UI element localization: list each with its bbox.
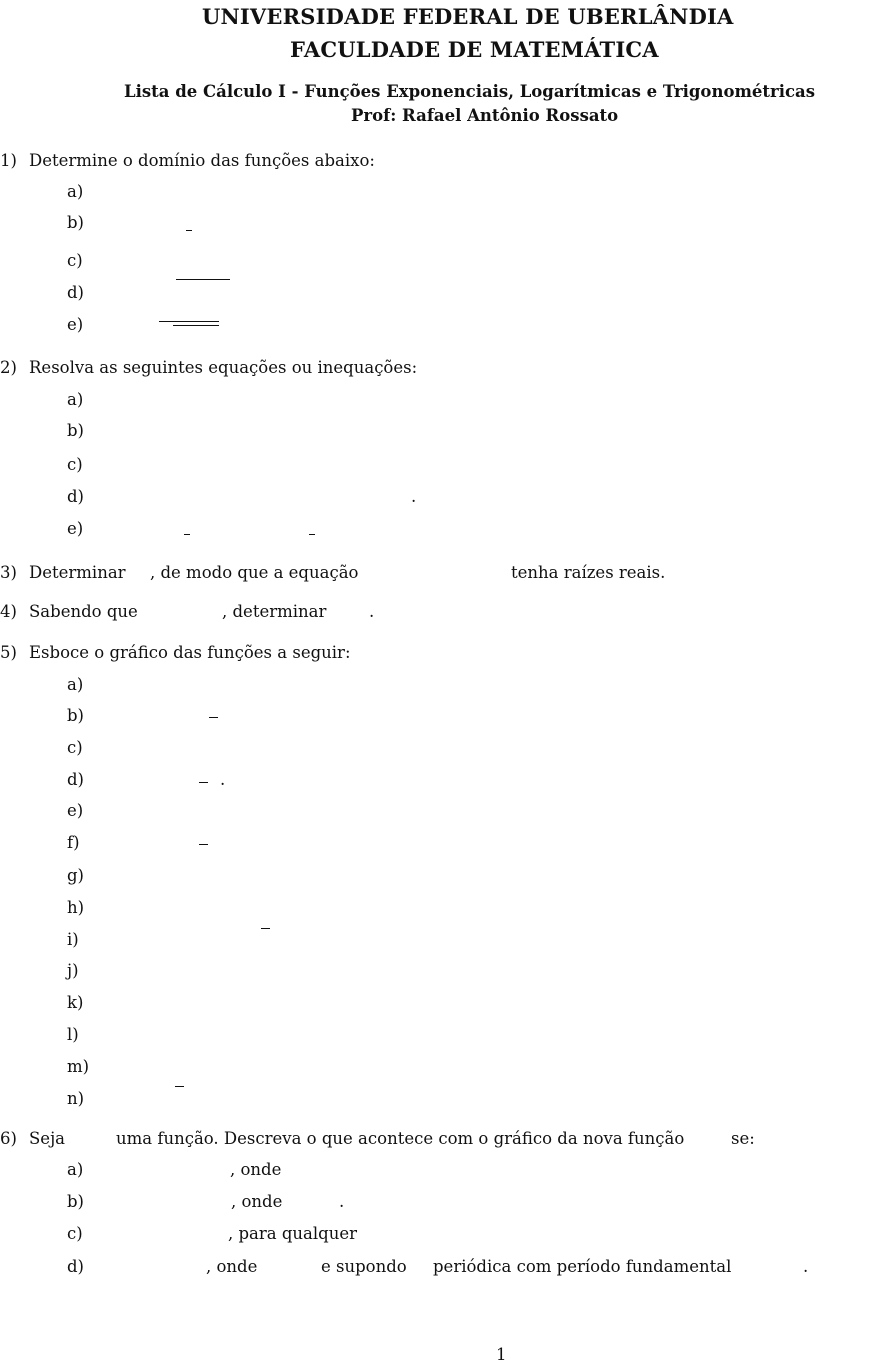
q2-item-c: c) [67,455,83,474]
q6-item-c: c) [67,1224,83,1243]
q4-number: 4) [0,602,17,621]
q5-item-f: f) [67,833,80,852]
fraction-bar [175,1086,184,1087]
q2-item-d: d) [67,487,84,506]
q5-item-i: i) [67,930,79,949]
q1-item-d: d) [67,283,84,302]
q3-number: 3) [0,563,17,582]
q2-item-e: e) [67,519,84,538]
q6-c-tail: , para qualquer [228,1224,358,1243]
q5-item-n: n) [67,1089,85,1108]
q6-item-d: d) [67,1257,84,1276]
q1-item-b: b) [67,213,84,232]
q1-text: Determine o domínio das funções abaixo: [29,151,375,170]
q5-item-j: j) [67,961,79,980]
q5-item-m: m) [67,1057,90,1076]
q5-item-c: c) [67,738,83,757]
q5-item-k: k) [67,993,84,1012]
q5-item-b: b) [67,706,84,725]
q5-item-g: g) [67,866,84,885]
fraction-bar [159,321,173,322]
q6-part3: se: [731,1129,755,1148]
list-title: Lista de Cálculo I - Funções Exponenciais, Logarítmicas e Trigonométricas [124,82,816,101]
q2-item-a: a) [67,390,84,409]
q2-text: Resolva as seguintes equações ou inequações: [29,358,418,377]
q6-item-a: a) [67,1160,84,1179]
q2-number: 2) [0,358,17,377]
q6-b-tail: , onde [231,1192,283,1211]
q6-number: 6) [0,1129,17,1148]
q1-number: 1) [0,151,17,170]
q6-d-end: . [803,1257,809,1276]
q5-number: 5) [0,643,17,662]
q6-item-b: b) [67,1192,84,1211]
q5-item-l: l) [67,1025,79,1044]
q5-item-d: d) [67,770,84,789]
q4-part2: , determinar [222,602,327,621]
q5-item-h: h) [67,898,85,917]
q6-b-end: . [339,1192,345,1211]
q6-part2: uma função. Descreva o que acontece com o gráfico da nova função [116,1129,685,1148]
faculty-name: FACULDADE DE MATEMÁTICA [290,37,659,62]
q1-item-a: a) [67,182,84,201]
q6-d-tail: , onde [206,1257,258,1276]
fraction-bar [186,230,192,231]
q4-part3: . [369,602,375,621]
q6-a-tail: , onde [230,1160,282,1179]
q3-part3: tenha raízes reais. [511,563,666,582]
professor-name: Prof: Rafael Antônio Rossato [351,106,619,125]
q3-part1: Determinar [29,563,126,582]
fraction-bar [199,782,208,783]
q1-item-e: e) [67,315,84,334]
q2-d-tail: . [411,487,417,506]
page-number: 1 [496,1345,507,1364]
q5-item-a: a) [67,675,84,694]
university-name: UNIVERSIDADE FEDERAL DE UBERLÂNDIA [202,4,734,29]
sqrt-bar [173,321,219,322]
q2-item-b: b) [67,421,84,440]
q3-part2: , de modo que a equação [150,563,359,582]
q1-item-c: c) [67,251,83,270]
fraction-bar [309,534,315,535]
fraction-bar [184,534,190,535]
fraction-bar [261,928,270,929]
q4-part1: Sabendo que [29,602,138,621]
q5-item-e: e) [67,801,84,820]
q5-d-tail: . [220,770,226,789]
q6-d-mid: e supondo [321,1257,407,1276]
fraction-bar [209,717,218,718]
fraction-bar [176,279,230,280]
q5-text: Esboce o gráfico das funções a seguir: [29,643,351,662]
q6-d-mid2: periódica com período fundamental [433,1257,732,1276]
fraction-bar [199,844,208,845]
q6-part1: Seja [29,1129,66,1148]
fraction-bar [173,325,219,326]
